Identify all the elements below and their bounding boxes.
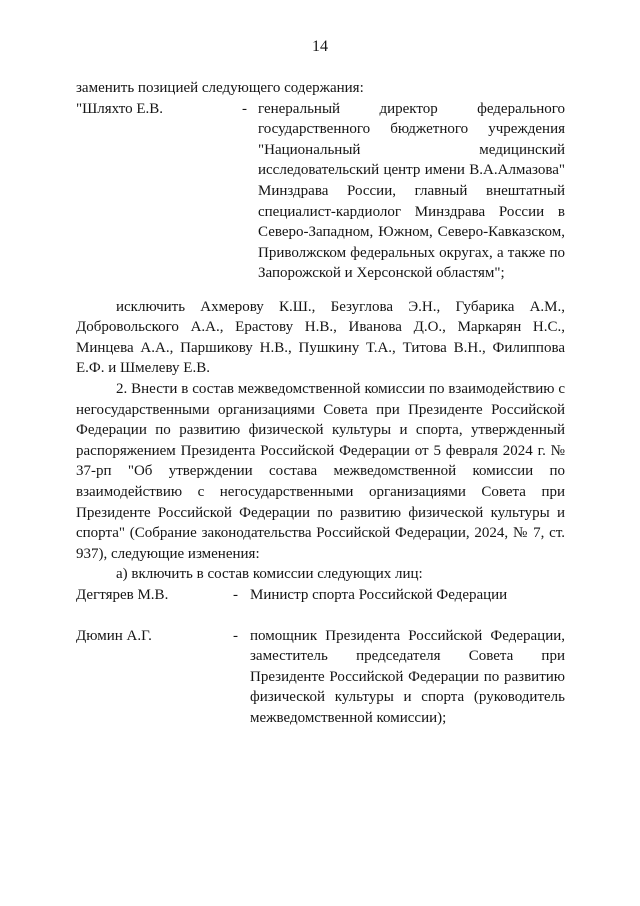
- entry-dyumin: [76, 626, 565, 750]
- entry-position: Министр спорта Российской Федерации: [250, 586, 508, 603]
- intro-paragraph: заменить позицией следующего содержания:: [76, 80, 364, 96]
- entry-name: Дюмин А.Г.: [76, 627, 152, 644]
- page-number: 14: [312, 38, 328, 55]
- entry-dash: -: [233, 627, 238, 644]
- entry-shlyakhto: [76, 99, 565, 285]
- spacer: [76, 285, 565, 297]
- entry-position: генеральный директор федерального государственного бюджетного учреждения "Национальный медицинский исследовательский центр имени В.А.Алмазова" Минздрава России, главный внештатный специалист-кардиолог Минздрава России в Северо-Западном, Южном, Северо-Кавказском, Приволжском федеральных округах, а также по Запорожской и Херсонской областям";: [258, 100, 565, 282]
- entry-name: Дегтярев М.В.: [76, 586, 169, 603]
- document-body: [76, 78, 565, 750]
- entry-position: помощник Президента Российской Федерации, заместитель председателя Совета при Президенте Российской Федерации по развитию физической культуры и спорта (руководитель межведомственной комиссии);: [250, 627, 565, 726]
- item-2-paragraph: 2. Внести в состав межведомственной комиссии по взаимодействию с негосударственными организациями Совета при Президенте Российской Федерации по развитию физической культуры и спорта, утвержденный распоряжением Президента Российской Федерации от 5 февраля 2024 г. № 37-рп "Об утверждении состава межведомственной комиссии по взаимодействию с негосударственными организациями Совета при Президенте Российской Федерации по развитию физической культуры и спорта" (Собрание законодательства Российской Федерации, 2024, № 7, ст. 937), следующие изменения:: [76, 380, 565, 562]
- exclude-paragraph: исключить Ахмерову К.Ш., Безуглова Э.Н., Губарика А.М., Добровольского А.А., Ерастову Н.В., Иванова Д.О., Маркарян Н.С., Минцева А.А., Паршикову Н.В., Пушкину Т.А., Титова В.Н., Филиппова Е.Ф. и Шмелеву Е.В.: [76, 298, 565, 377]
- spacer: [76, 606, 565, 626]
- entry-degtyarev: [76, 585, 565, 606]
- entry-name: "Шляхто Е.В.: [76, 100, 164, 117]
- entry-dash: -: [242, 100, 247, 117]
- subitem-a-paragraph: а) включить в состав комиссии следующих лиц:: [116, 566, 423, 583]
- entry-dash: -: [233, 586, 238, 603]
